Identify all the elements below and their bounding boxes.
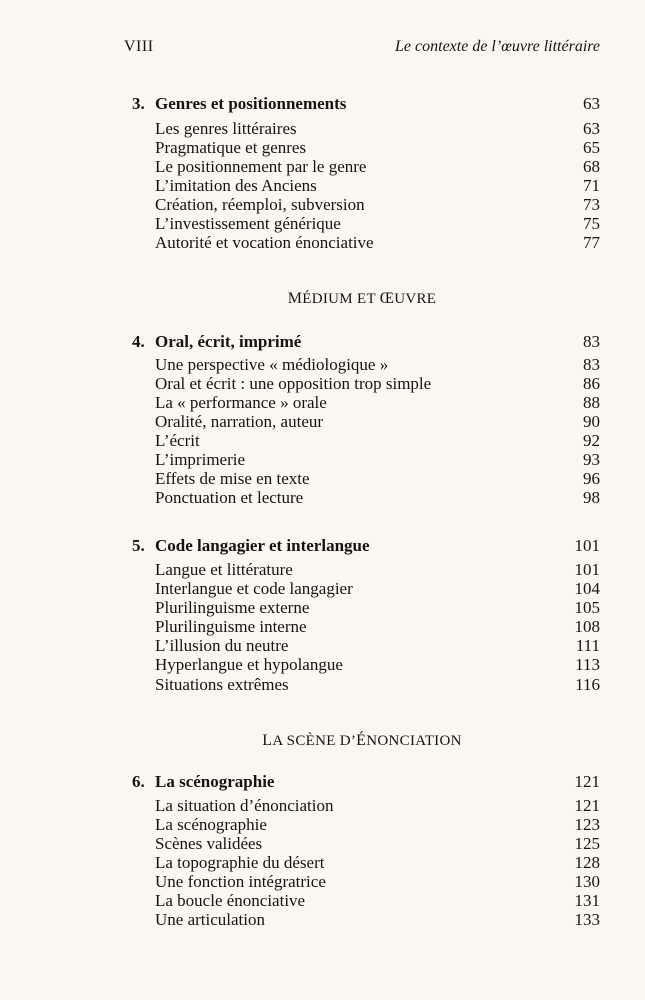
toc-entry[interactable] [155,233,600,253]
entry-page: 83 [583,355,600,374]
toc-entry[interactable] [155,195,600,215]
entry-page: 130 [574,872,600,891]
entry-title: L’investissement générique [155,214,341,233]
toc-entry[interactable] [155,374,600,394]
entry-title: Une fonction intégratrice [155,872,326,891]
entry-page: 71 [583,176,600,195]
toc-entry[interactable] [155,176,600,196]
entry-page: 77 [583,233,600,252]
section-heading: LA SCÈNE D’ÉNONCIATION [262,732,462,749]
entry-page: 105 [574,598,600,617]
chapter-page: 63 [583,94,600,113]
toc-entry[interactable] [155,469,600,489]
entry-page: 65 [583,138,600,157]
toc-entry[interactable] [155,579,600,599]
entry-title: Plurilinguisme interne [155,617,307,636]
entry-title: Une perspective « médiologique » [155,355,389,374]
toc-entry[interactable] [155,655,600,675]
entry-page: 88 [583,393,600,412]
chapter-heading[interactable] [124,94,600,116]
toc-entry[interactable] [155,157,600,177]
entry-page: 98 [583,488,600,507]
toc-entry[interactable] [155,853,600,873]
chapter-page: 121 [574,772,600,791]
toc-entry[interactable] [155,214,600,234]
chapter-page: 83 [583,332,600,351]
chapter-number: 6. [132,772,145,791]
chapter-page: 101 [574,536,600,555]
chapter-title: Genres et positionnements [155,94,347,113]
chapter-title: Oral, écrit, imprimé [155,332,302,351]
entry-title: L’écrit [155,431,200,450]
entry-page: 90 [583,412,600,431]
entry-page: 96 [583,469,600,488]
entry-title: Langue et littérature [155,560,293,579]
entry-title: Création, réemploi, subversion [155,195,365,214]
section-heading: MÉDIUM ET ŒUVRE [287,290,437,307]
chapter-heading[interactable] [124,332,600,354]
entry-page: 75 [583,214,600,233]
entry-title: Oralité, narration, auteur [155,412,324,431]
toc-entry[interactable] [155,598,600,618]
toc-entry[interactable] [155,617,600,637]
running-title: Le contexte de l’œuvre littéraire [395,38,600,55]
entry-page: 116 [575,675,600,694]
toc-entry[interactable] [155,412,600,432]
entry-title: Autorité et vocation énonciative [155,233,374,252]
entry-title: L’illusion du neutre [155,636,289,655]
chapter-number: 4. [132,332,145,351]
entry-title: Scènes validées [155,834,263,853]
toc-entry[interactable] [155,138,600,158]
entry-title: Pragmatique et genres [155,138,307,157]
entry-title: Le positionnement par le genre [155,157,367,176]
chapter-heading[interactable] [124,772,600,794]
entry-page: 123 [574,815,600,834]
entry-title: Interlangue et code langagier [155,579,353,598]
toc-entry[interactable] [155,834,600,854]
toc-entry[interactable] [155,355,600,375]
entry-page: 125 [574,834,600,853]
entry-title: Une articulation [155,910,265,929]
toc-entry[interactable] [155,450,600,470]
entry-title: La scénographie [155,815,267,834]
chapter-number: 3. [132,94,145,113]
entry-title: Oral et écrit : une opposition trop simple [155,374,432,393]
toc-entry[interactable] [155,431,600,451]
toc-entry[interactable] [155,796,600,816]
entry-page: 63 [583,119,600,138]
entry-title: Hyperlangue et hypolangue [155,655,343,674]
entry-page: 128 [574,853,600,872]
toc-entry[interactable] [155,560,600,580]
entry-title: L’imitation des Anciens [155,176,317,195]
entry-page: 73 [583,195,600,214]
entry-page: 133 [574,910,600,929]
chapter-heading[interactable] [124,536,600,558]
entry-title: Les genres littéraires [155,119,297,138]
chapter-number: 5. [132,536,145,555]
toc-entry[interactable] [155,119,600,139]
entry-page: 131 [574,891,600,910]
entry-page: 68 [583,157,600,176]
entry-page: 121 [574,796,600,815]
toc-entry[interactable] [155,636,600,656]
entry-title: La « performance » orale [155,393,327,412]
entry-page: 113 [575,655,600,674]
entry-page: 104 [574,579,600,598]
toc-entry[interactable] [155,910,600,930]
entry-page: 92 [583,431,600,450]
toc-entry[interactable] [155,891,600,911]
toc-entry[interactable] [155,815,600,835]
entry-title: La situation d’énonciation [155,796,334,815]
entry-title: L’imprimerie [155,450,246,469]
toc-entry[interactable] [155,675,600,695]
entry-page: 108 [574,617,600,636]
toc-entry[interactable] [155,488,600,508]
entry-title: Ponctuation et lecture [155,488,304,507]
entry-page: 101 [574,560,600,579]
entry-title: La topographie du désert [155,853,325,872]
chapter-title: La scénographie [155,772,275,791]
entry-page: 93 [583,450,600,469]
toc-entry[interactable] [155,393,600,413]
entry-page: 86 [583,374,600,393]
chapter-title: Code langagier et interlangue [155,536,370,555]
toc-entry[interactable] [155,872,600,892]
entry-page: 111 [575,636,600,655]
entry-title: La boucle énonciative [155,891,306,910]
entry-title: Situations extrêmes [155,675,289,694]
page-number: VIII [124,38,154,55]
entry-title: Plurilinguisme externe [155,598,310,617]
running-header [124,38,600,62]
entry-title: Effets de mise en texte [155,469,310,488]
